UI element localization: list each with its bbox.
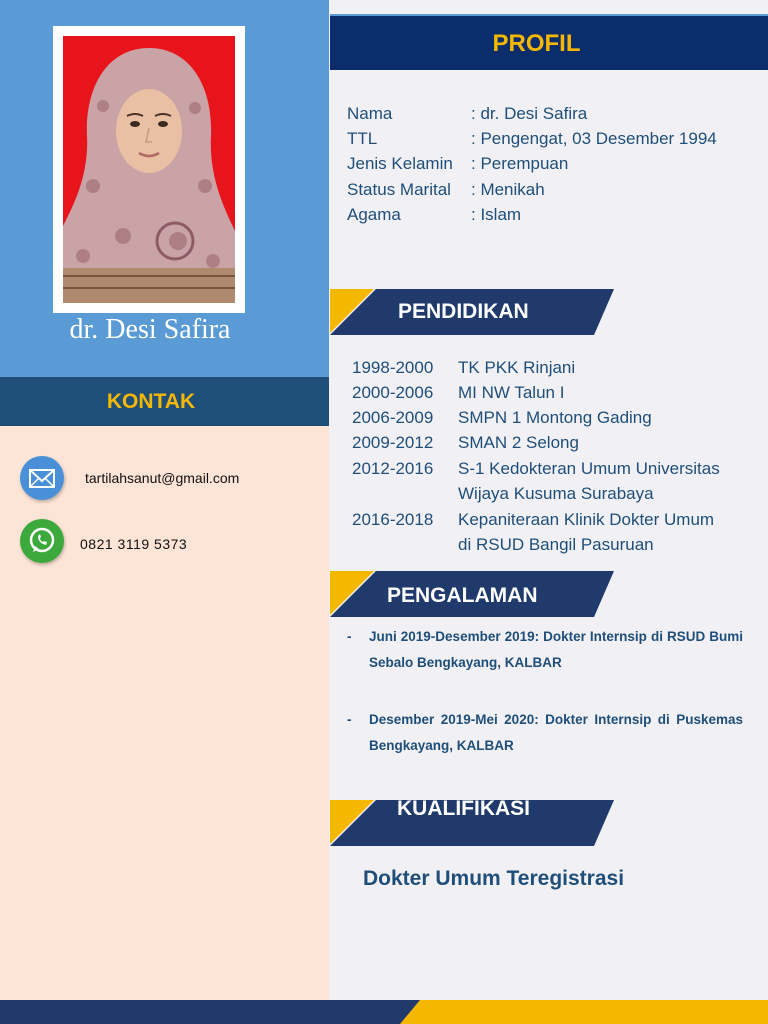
education-year: 2012-2016 <box>352 459 434 478</box>
education-row <box>352 433 579 453</box>
profile-label: Jenis Kelamin <box>347 154 453 173</box>
profile-label: Agama <box>347 205 401 224</box>
education-school: S-1 Kedokteran Umum Universitas <box>458 459 720 478</box>
education-school: Kepaniteraan Klinik Dokter Umum <box>458 510 715 529</box>
education-year: 2000-2006 <box>352 383 434 402</box>
sidebar-contact-panel <box>0 426 329 1000</box>
profile-value: : Pengengat, 03 Desember 1994 <box>471 129 717 148</box>
profile-label: TTL <box>347 129 378 148</box>
qualification-text: Dokter Umum Teregistrasi <box>363 867 625 890</box>
education-school: MI NW Talun I <box>458 383 565 402</box>
profile-title: PROFIL <box>492 30 581 57</box>
education-row <box>352 383 564 403</box>
profile-value: : Menikah <box>471 180 545 199</box>
profile-row <box>347 205 521 225</box>
education-school: SMAN 2 Selong <box>458 433 579 452</box>
experience-title: PENGALAMAN <box>387 584 538 607</box>
profile-row <box>347 180 545 200</box>
experience-text: Desember 2019-Mei 2020: Dokter Internsip di Puskemas Bengkayang, KALBAR <box>369 712 743 753</box>
profile-label: Nama <box>347 104 393 123</box>
education-title: PENDIDIKAN <box>398 300 529 323</box>
experience-bullet: - <box>347 712 352 727</box>
footer-stripe <box>0 1000 768 1024</box>
education-row <box>352 510 715 554</box>
profile-row <box>347 154 568 174</box>
person-name: dr. Desi Safira <box>69 314 231 345</box>
education-school: SMPN 1 Montong Gading <box>458 408 652 427</box>
education-year: 2016-2018 <box>352 510 434 529</box>
profile-photo <box>63 36 235 303</box>
profile-value: : dr. Desi Safira <box>471 104 588 123</box>
profile-photo-frame <box>53 26 245 313</box>
profile-row <box>347 129 717 149</box>
profile-label: Status Marital <box>347 180 451 199</box>
whatsapp-icon <box>20 519 64 563</box>
contact-email[interactable]: tartilahsanut@gmail.com <box>85 470 240 486</box>
education-school-cont: di RSUD Bangil Pasuruan <box>458 535 654 554</box>
contact-title: KONTAK <box>106 390 196 413</box>
experience-item <box>347 707 743 759</box>
experience-text: Juni 2019-Desember 2019: Dokter Internsip di RSUD Bumi Sebalo Bengkayang, KALBAR <box>369 629 743 670</box>
experience-bullet: - <box>347 629 352 644</box>
education-school: TK PKK Rinjani <box>458 358 576 377</box>
experience-item <box>347 624 743 676</box>
qualification-title: KUALIFIKASI <box>397 797 530 820</box>
email-icon <box>20 456 64 500</box>
profile-value: : Islam <box>471 205 522 224</box>
education-year: 2009-2012 <box>352 433 434 452</box>
education-year: 1998-2000 <box>352 358 434 377</box>
contact-phone[interactable]: 0821 3119 5373 <box>80 536 188 552</box>
profile-row <box>347 104 587 124</box>
profile-value: : Perempuan <box>471 154 569 173</box>
education-school-cont: Wijaya Kusuma Surabaya <box>458 484 654 503</box>
education-year: 2006-2009 <box>352 408 434 427</box>
education-row <box>352 358 575 378</box>
education-row <box>352 459 720 503</box>
education-row <box>352 408 652 428</box>
